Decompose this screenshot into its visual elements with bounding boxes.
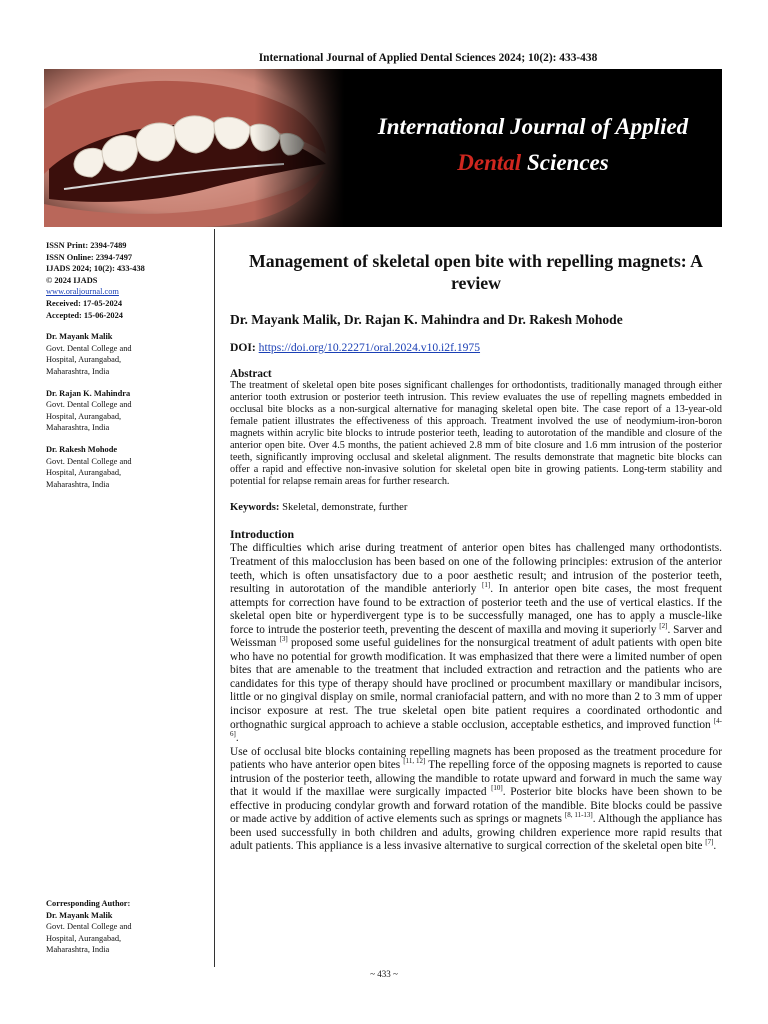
smile-photo <box>44 69 344 227</box>
author-name: Dr. Rakesh Mohode <box>46 444 118 454</box>
doi-label: DOI: <box>230 341 256 354</box>
affiliation-line: Maharashtra, India <box>46 423 110 433</box>
citation-ref: [11, 12] <box>403 757 426 766</box>
abstract-heading: Abstract <box>230 368 272 380</box>
citation-ref: [7] <box>705 838 714 847</box>
journal-title-line1: International Journal of Applied <box>377 114 689 139</box>
article-info-sidebar <box>46 240 210 490</box>
paper-title: Management of skeletal open bite with repelling magnets: A review <box>248 251 704 293</box>
article-main <box>230 250 722 854</box>
keywords-text: Skeletal, demonstrate, further <box>282 502 408 514</box>
accepted-date: Accepted: 15-06-2024 <box>46 310 123 320</box>
body-text-run: . In anterior open bite cases, the most frequent attempts for correction have found to be extraction of posterior teeth and the use of vertical elastics. If the skeletal open bite or hyperdivergent type is to be successfully managed, one has to apply a muscle-like force to intrude the posterior teeth, preventing the descent of maxilla and moving it superiorly <box>230 583 722 636</box>
affiliation-line: Maharashtra, India <box>46 945 110 955</box>
doi-link[interactable]: https://doi.org/10.22271/oral.2024.v10.i2f.1975 <box>258 341 481 354</box>
corresponding-name: Dr. Mayank Malik <box>46 910 113 920</box>
keywords <box>230 502 722 513</box>
author-affiliation-1 <box>46 331 210 377</box>
journal-banner <box>44 69 722 227</box>
column-divider <box>214 229 215 967</box>
body-text-run: The repelling force of the opposing magnets is reported to cause intrusion of the posterior teeth, allowing the mandible to rotate upward and forward in much the same way that it would if the maxillae were surgically impacted <box>230 759 723 799</box>
citation-ref: [2] <box>659 621 668 630</box>
affiliation-line: Govt. Dental College and <box>46 922 132 932</box>
affiliation-line: Govt. Dental College and <box>46 343 132 353</box>
body-text-run: proposed some useful guidelines for the nonsurgical treatment of adult patients with open bite who have no potential for growth modification. It was emphasized that there were a limited number of open bites that are amenable to the treatment that included extraction and retraction and the patients who are candidates for this type of therapy should have proclined or procumbent maxillary or mandibular incisors, little or no gingival display on smile, normal craniofacial pattern, and with no more than 2 to 3 mm of upper incisor exposure at rest. The true skeletal open bite patient requires a coordinated orthodontic and orthognathic surgical approach to achieve a stable occlusion, acceptable esthetics, and improved function <box>230 637 722 731</box>
body-text-run: . <box>235 732 239 745</box>
doi <box>230 341 722 354</box>
ijads-citation: IJADS 2024; 10(2): 433-438 <box>46 264 145 274</box>
issn-online: ISSN Online: 2394-7497 <box>46 252 133 262</box>
citation-ref: [4-6] <box>230 716 722 739</box>
journal-title <box>344 109 722 181</box>
citation-ref: [3] <box>279 635 288 644</box>
author-name: Dr. Rajan K. Mahindra <box>46 388 131 398</box>
citation-ref: [8, 11-13] <box>564 811 593 820</box>
affiliation-line: Maharashtra, India <box>46 479 110 489</box>
author-affiliation-3 <box>46 444 210 490</box>
citation-ref: [1] <box>482 581 491 590</box>
author-affiliation-2 <box>46 388 210 434</box>
affiliation-line: Hospital, Aurangabad, <box>46 933 122 943</box>
journal-title-sciences: Sciences <box>521 150 609 175</box>
keywords-label: Keywords: <box>230 502 280 514</box>
corresponding-author <box>46 898 210 956</box>
affiliation-line: Hospital, Aurangabad, <box>46 411 122 421</box>
author-list: Dr. Mayank Malik, Dr. Rajan K. Mahindra and Dr. Rakesh Mohode <box>230 312 623 327</box>
affiliation-line: Maharashtra, India <box>46 366 110 376</box>
body-text-run: . Sarver and Weissman <box>230 623 722 650</box>
running-head: International Journal of Applied Dental Sciences 2024; 10(2): 433-438 <box>258 52 598 64</box>
introduction-paragraph-1 <box>230 542 722 745</box>
author-name: Dr. Mayank Malik <box>46 332 113 342</box>
journal-website-link[interactable]: www.oraljournal.com <box>46 287 119 297</box>
affiliation-line: Govt. Dental College and <box>46 400 132 410</box>
body-text-run: . <box>713 840 717 853</box>
introduction-heading: Introduction <box>230 527 295 542</box>
affiliation-line: Hospital, Aurangabad, <box>46 355 122 365</box>
body-text-run: The difficulties which arise during treatment of anterior open bites has challenged many orthodontists. Treatment of this malocclusion has been based on one of the following principles: extrusion of the anterior teeth, which is often unsatisfactory due to a poor aesthetic result; and intrusion of the posterior teeth, resulting in autorotation of the mandible anteriorly <box>230 542 722 596</box>
page-number: ~ 433 ~ <box>370 969 398 979</box>
received-date: Received: 17-05-2024 <box>46 298 123 308</box>
affiliation-line: Govt. Dental College and <box>46 456 132 466</box>
issn-print: ISSN Print: 2394-7489 <box>46 241 127 250</box>
abstract-text: The treatment of skeletal open bite poses significant challenges for orthodontists, traditionally managed through either anterior tooth extrusion or posterior teeth intrusion. This review evaluates the use of repelling magnets embedded in occlusal bite blocks as a non-surgical alternative for managing skeletal open bite. The case report of a 13-year-old female patient illustrates the effectiveness of this approach. Treatment involved the use of neodymium-iron-boron magnets within acrylic bite blocks to intrude posterior teeth, leading to autorotation of the mandible and closure of the anterior open bite. Over 4.5 months, the patient achieved 2.8 mm of bite closure and 1.6 mm intrusion of the posterior teeth, significantly improving occlusal and skeletal alignment. The results demonstrate that magnetic bite blocks can offer a rapid and effective non-invasive solution for skeletal open bite in growing patients. Long-term stability and potential for relapse remain areas for further research. <box>230 380 722 488</box>
affiliation-line: Hospital, Aurangabad, <box>46 468 122 478</box>
citation-ref: [10] <box>491 784 503 793</box>
introduction-paragraph-2 <box>230 746 722 854</box>
copyright: © 2024 IJADS <box>46 275 98 285</box>
corresponding-label: Corresponding Author: <box>46 899 131 908</box>
journal-title-dental: Dental <box>457 150 522 175</box>
body-text-run: . Posterior bite blocks have been shown to be effective in producing condylar growth and forward rotation of the mandible. Bite blocks could be passive or made active by addition of active elements such as springs or magnets <box>230 786 722 826</box>
body-text-run: Use of occlusal bite blocks containing repelling magnets has been proposed as the treatment procedure for patients who have anterior open bites <box>230 745 722 772</box>
journal-title-line2 <box>344 145 722 181</box>
body-text-run: . Although the appliance has been used successfully in both children and adults, growing children experience more rapid results that adult patients. This appliance is a less invasive alternative to surgical correction of the skeletal open bite <box>230 813 722 853</box>
